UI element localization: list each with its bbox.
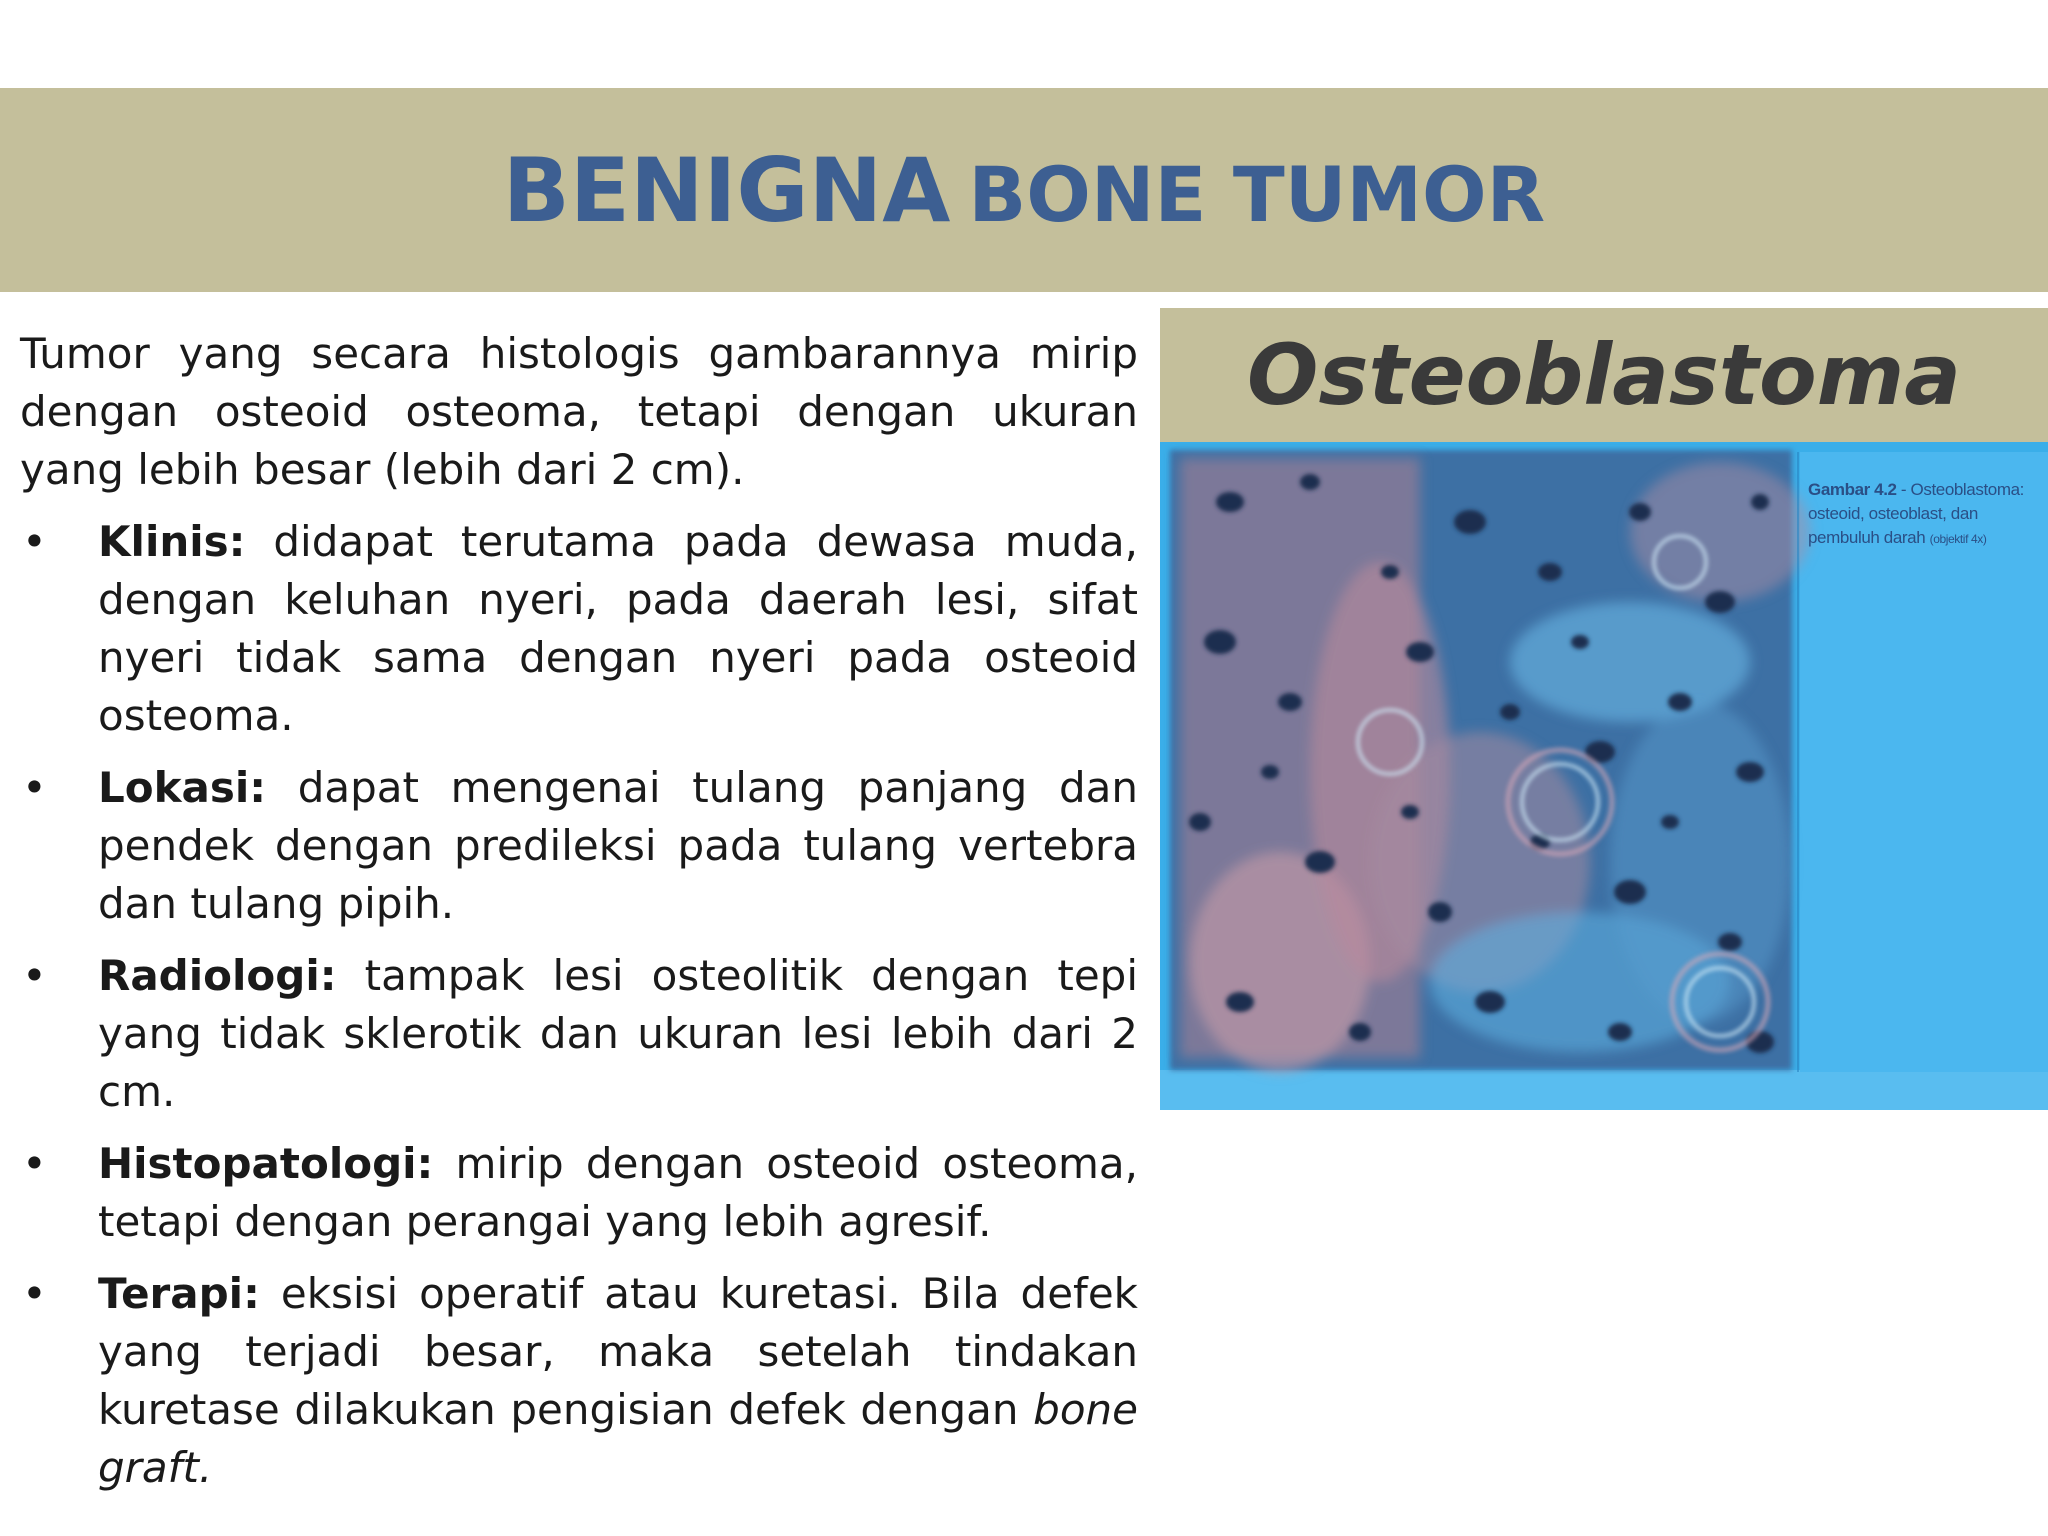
bullet-dot: •	[22, 517, 47, 566]
bullet-label: Klinis:	[98, 517, 246, 566]
slide-title-sub: BONE TUMOR	[968, 149, 1546, 239]
body-text	[20, 325, 1138, 1511]
bullet-klinis	[20, 513, 1138, 745]
bullet-lokasi	[20, 759, 1138, 933]
tissue-section	[1170, 450, 1810, 1072]
bullet-dot: •	[22, 763, 47, 812]
slide-title	[503, 139, 1545, 242]
bullet-list	[20, 513, 1138, 1497]
bullet-histopatologi	[20, 1135, 1138, 1251]
bullet-text: eksisi operatif atau kuretasi. Bila defek yang terjadi besar, maka setelah tindakan kuretase dilakukan pengisian defek dengan	[98, 1269, 1138, 1434]
caption-text: - Osteoblastoma: osteoid, osteoblast, dan pembuluh darah	[1808, 480, 2024, 547]
micrograph-photo	[1160, 442, 2048, 1110]
bullet-italic-text: bone graft.	[98, 1385, 1138, 1492]
title-bar	[0, 88, 2048, 292]
figure-caption	[1808, 478, 2040, 551]
panel-header	[1160, 308, 2048, 442]
bullet-text: mirip dengan osteoid osteoma, tetapi dengan perangai yang lebih agresif.	[98, 1139, 1138, 1246]
bullet-label: Radiologi:	[98, 951, 337, 1000]
bullet-radiologi	[20, 947, 1138, 1121]
bullet-text: dapat mengenai tulang panjang dan pendek dengan predileksi pada tulang vertebra dan tulang pipih.	[98, 763, 1138, 928]
bullet-dot: •	[22, 1139, 47, 1188]
caption-small: (objektif 4x)	[1929, 532, 1987, 546]
bullet-dot: •	[22, 951, 47, 1000]
bullet-dot: •	[22, 1269, 47, 1318]
bullet-label: Histopatologi:	[98, 1139, 434, 1188]
panel-title: Osteoblastoma	[1247, 326, 1961, 424]
slide-title-main: BENIGNA	[502, 138, 951, 242]
bullet-text: tampak lesi osteolitik dengan tepi yang tidak sklerotik dan ukuran lesi lebih dari 2 cm.	[98, 951, 1138, 1116]
caption-label: Gambar 4.2	[1808, 480, 1897, 499]
bullet-text: didapat terutama pada dewasa muda, dengan keluhan nyeri, pada daerah lesi, sifat nyeri tidak sama dengan nyeri pada osteoid osteoma.	[98, 517, 1138, 740]
bullet-label: Terapi:	[98, 1269, 260, 1318]
bullet-label: Lokasi:	[98, 763, 267, 812]
intro-paragraph: Tumor yang secara histologis gambarannya mirip dengan osteoid osteoma, tetapi dengan ukuran yang lebih besar (lebih dari 2 cm).	[20, 329, 1138, 494]
bullet-terapi	[20, 1265, 1138, 1497]
